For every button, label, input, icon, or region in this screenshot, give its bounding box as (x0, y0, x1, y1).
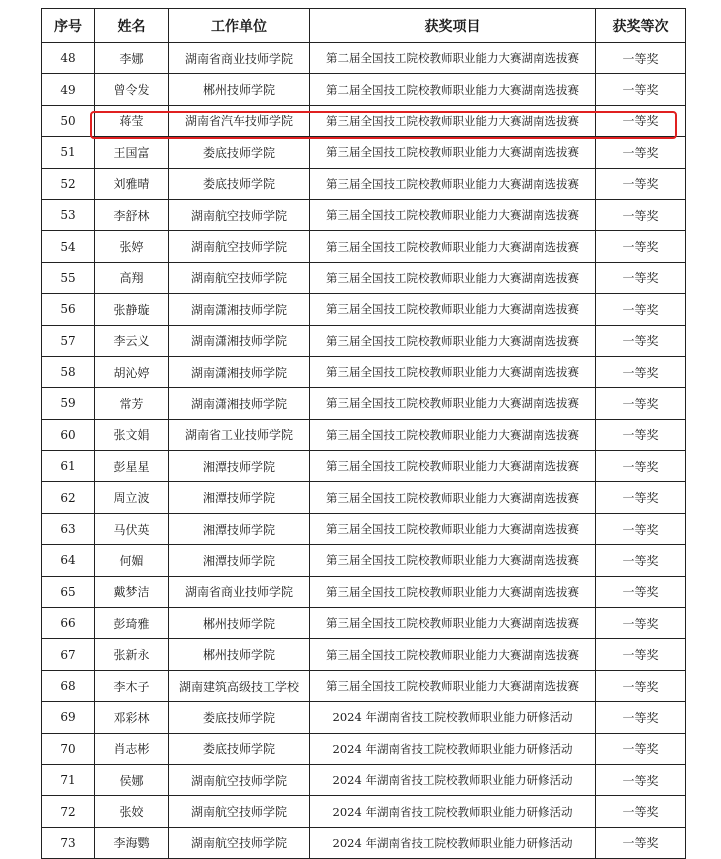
cell-unit: 湖南建筑高级技工学校 (169, 670, 310, 701)
award-table (41, 8, 686, 859)
cell-unit: 湖南省商业技师学院 (169, 43, 310, 74)
cell-rank: 一等奖 (596, 827, 686, 858)
table-body (42, 43, 686, 859)
cell-name: 蒋莹 (95, 105, 169, 136)
cell-award: 第三届全国技工院校教师职业能力大赛湖南选拔赛 (310, 670, 596, 701)
cell-award: 第二届全国技工院校教师职业能力大赛湖南选拔赛 (310, 43, 596, 74)
cell-unit: 湖南省汽车技师学院 (169, 105, 310, 136)
cell-unit: 湘潭技师学院 (169, 513, 310, 544)
table-row (42, 764, 686, 795)
cell-rank: 一等奖 (596, 702, 686, 733)
cell-award: 第三届全国技工院校教师职业能力大赛湖南选拔赛 (310, 545, 596, 576)
cell-rank: 一等奖 (596, 796, 686, 827)
cell-unit: 湖南航空技师学院 (169, 231, 310, 262)
table-row (42, 702, 686, 733)
table-row (42, 796, 686, 827)
cell-name: 胡沁婷 (95, 356, 169, 387)
cell-award: 第三届全国技工院校教师职业能力大赛湖南选拔赛 (310, 325, 596, 356)
cell-name: 常芳 (95, 388, 169, 419)
cell-award: 第三届全国技工院校教师职业能力大赛湖南选拔赛 (310, 513, 596, 544)
header-rank: 获奖等次 (596, 9, 686, 43)
cell-rank: 一等奖 (596, 639, 686, 670)
cell-name: 侯娜 (95, 764, 169, 795)
table-row (42, 231, 686, 262)
header-award: 获奖项目 (310, 9, 596, 43)
cell-no: 67 (42, 639, 95, 670)
cell-unit: 郴州技师学院 (169, 74, 310, 105)
cell-unit: 湘潭技师学院 (169, 482, 310, 513)
cell-rank: 一等奖 (596, 388, 686, 419)
cell-unit: 湖南航空技师学院 (169, 199, 310, 230)
cell-no: 54 (42, 231, 95, 262)
cell-rank: 一等奖 (596, 137, 686, 168)
cell-no: 55 (42, 262, 95, 293)
cell-no: 66 (42, 608, 95, 639)
cell-name: 戴梦洁 (95, 576, 169, 607)
cell-award: 2024 年湖南省技工院校教师职业能力研修活动 (310, 827, 596, 858)
cell-unit: 湖南潇湘技师学院 (169, 325, 310, 356)
table-row (42, 608, 686, 639)
cell-rank: 一等奖 (596, 294, 686, 325)
header-unit: 工作单位 (169, 9, 310, 43)
cell-name: 高翔 (95, 262, 169, 293)
cell-award: 第三届全国技工院校教师职业能力大赛湖南选拔赛 (310, 451, 596, 482)
cell-rank: 一等奖 (596, 451, 686, 482)
cell-unit: 湖南潇湘技师学院 (169, 388, 310, 419)
cell-no: 52 (42, 168, 95, 199)
cell-rank: 一等奖 (596, 513, 686, 544)
header-no: 序号 (42, 9, 95, 43)
cell-rank: 一等奖 (596, 482, 686, 513)
cell-name: 刘雅晴 (95, 168, 169, 199)
cell-name: 李娜 (95, 43, 169, 74)
cell-unit: 郴州技师学院 (169, 608, 310, 639)
cell-name: 张文娟 (95, 419, 169, 450)
cell-name: 王国富 (95, 137, 169, 168)
cell-unit: 娄底技师学院 (169, 733, 310, 764)
cell-rank: 一等奖 (596, 325, 686, 356)
cell-no: 62 (42, 482, 95, 513)
cell-unit: 湘潭技师学院 (169, 545, 310, 576)
table-row (42, 356, 686, 387)
cell-award: 2024 年湖南省技工院校教师职业能力研修活动 (310, 702, 596, 733)
cell-rank: 一等奖 (596, 356, 686, 387)
table-row (42, 388, 686, 419)
cell-unit: 湖南潇湘技师学院 (169, 294, 310, 325)
cell-award: 第三届全国技工院校教师职业能力大赛湖南选拔赛 (310, 576, 596, 607)
cell-award: 第三届全国技工院校教师职业能力大赛湖南选拔赛 (310, 199, 596, 230)
cell-name: 李木子 (95, 670, 169, 701)
cell-award: 第三届全国技工院校教师职业能力大赛湖南选拔赛 (310, 105, 596, 136)
cell-award: 第三届全国技工院校教师职业能力大赛湖南选拔赛 (310, 388, 596, 419)
cell-no: 61 (42, 451, 95, 482)
cell-name: 张静璇 (95, 294, 169, 325)
cell-award: 第三届全国技工院校教师职业能力大赛湖南选拔赛 (310, 137, 596, 168)
cell-no: 56 (42, 294, 95, 325)
cell-unit: 湖南航空技师学院 (169, 827, 310, 858)
cell-no: 70 (42, 733, 95, 764)
cell-unit: 湖南潇湘技师学院 (169, 356, 310, 387)
table-row (42, 199, 686, 230)
cell-name: 李舒林 (95, 199, 169, 230)
cell-no: 53 (42, 199, 95, 230)
cell-no: 71 (42, 764, 95, 795)
cell-rank: 一等奖 (596, 231, 686, 262)
cell-rank: 一等奖 (596, 608, 686, 639)
table-row (42, 419, 686, 450)
cell-award: 2024 年湖南省技工院校教师职业能力研修活动 (310, 733, 596, 764)
cell-name: 曾令发 (95, 74, 169, 105)
cell-rank: 一等奖 (596, 545, 686, 576)
cell-no: 63 (42, 513, 95, 544)
table-row (42, 545, 686, 576)
cell-name: 周立波 (95, 482, 169, 513)
cell-award: 第三届全国技工院校教师职业能力大赛湖南选拔赛 (310, 231, 596, 262)
cell-rank: 一等奖 (596, 733, 686, 764)
table-row (42, 451, 686, 482)
cell-no: 49 (42, 74, 95, 105)
award-table-container (41, 8, 685, 859)
table-row (42, 827, 686, 858)
cell-unit: 湖南航空技师学院 (169, 796, 310, 827)
cell-rank: 一等奖 (596, 105, 686, 136)
cell-name: 肖志彬 (95, 733, 169, 764)
cell-name: 李云义 (95, 325, 169, 356)
cell-rank: 一等奖 (596, 670, 686, 701)
cell-unit: 娄底技师学院 (169, 702, 310, 733)
cell-unit: 郴州技师学院 (169, 639, 310, 670)
cell-rank: 一等奖 (596, 419, 686, 450)
cell-no: 51 (42, 137, 95, 168)
cell-unit: 湖南航空技师学院 (169, 764, 310, 795)
cell-no: 58 (42, 356, 95, 387)
cell-award: 第三届全国技工院校教师职业能力大赛湖南选拔赛 (310, 262, 596, 293)
cell-unit: 湖南省工业技师学院 (169, 419, 310, 450)
table-row (42, 576, 686, 607)
cell-name: 邓彩林 (95, 702, 169, 733)
cell-name: 马伏英 (95, 513, 169, 544)
cell-no: 65 (42, 576, 95, 607)
table-row (42, 294, 686, 325)
cell-award: 2024 年湖南省技工院校教师职业能力研修活动 (310, 796, 596, 827)
cell-rank: 一等奖 (596, 764, 686, 795)
cell-name: 彭星星 (95, 451, 169, 482)
cell-award: 第三届全国技工院校教师职业能力大赛湖南选拔赛 (310, 608, 596, 639)
cell-rank: 一等奖 (596, 43, 686, 74)
cell-award: 第三届全国技工院校教师职业能力大赛湖南选拔赛 (310, 356, 596, 387)
cell-no: 60 (42, 419, 95, 450)
table-row (42, 43, 686, 74)
cell-unit: 湖南航空技师学院 (169, 262, 310, 293)
cell-no: 68 (42, 670, 95, 701)
cell-rank: 一等奖 (596, 168, 686, 199)
table-row (42, 670, 686, 701)
header-name: 姓名 (95, 9, 169, 43)
cell-unit: 娄底技师学院 (169, 137, 310, 168)
cell-rank: 一等奖 (596, 199, 686, 230)
cell-rank: 一等奖 (596, 74, 686, 105)
table-row (42, 137, 686, 168)
cell-no: 72 (42, 796, 95, 827)
cell-award: 第三届全国技工院校教师职业能力大赛湖南选拔赛 (310, 419, 596, 450)
cell-no: 64 (42, 545, 95, 576)
cell-award: 第三届全国技工院校教师职业能力大赛湖南选拔赛 (310, 294, 596, 325)
cell-unit: 娄底技师学院 (169, 168, 310, 199)
table-row (42, 105, 686, 136)
cell-no: 50 (42, 105, 95, 136)
cell-name: 张婷 (95, 231, 169, 262)
cell-name: 何媚 (95, 545, 169, 576)
cell-award: 第二届全国技工院校教师职业能力大赛湖南选拔赛 (310, 74, 596, 105)
table-row (42, 513, 686, 544)
cell-no: 59 (42, 388, 95, 419)
cell-no: 73 (42, 827, 95, 858)
table-row (42, 325, 686, 356)
cell-award: 第三届全国技工院校教师职业能力大赛湖南选拔赛 (310, 639, 596, 670)
table-row (42, 639, 686, 670)
cell-name: 李海鹦 (95, 827, 169, 858)
cell-unit: 湘潭技师学院 (169, 451, 310, 482)
table-row (42, 733, 686, 764)
cell-name: 张新永 (95, 639, 169, 670)
table-row (42, 482, 686, 513)
cell-no: 48 (42, 43, 95, 74)
cell-award: 第三届全国技工院校教师职业能力大赛湖南选拔赛 (310, 168, 596, 199)
table-row (42, 262, 686, 293)
table-row (42, 74, 686, 105)
cell-unit: 湖南省商业技师学院 (169, 576, 310, 607)
cell-award: 2024 年湖南省技工院校教师职业能力研修活动 (310, 764, 596, 795)
cell-name: 张姣 (95, 796, 169, 827)
cell-no: 69 (42, 702, 95, 733)
table-row (42, 168, 686, 199)
cell-no: 57 (42, 325, 95, 356)
table-header-row (42, 9, 686, 43)
cell-rank: 一等奖 (596, 576, 686, 607)
cell-award: 第三届全国技工院校教师职业能力大赛湖南选拔赛 (310, 482, 596, 513)
cell-rank: 一等奖 (596, 262, 686, 293)
cell-name: 彭琦雅 (95, 608, 169, 639)
